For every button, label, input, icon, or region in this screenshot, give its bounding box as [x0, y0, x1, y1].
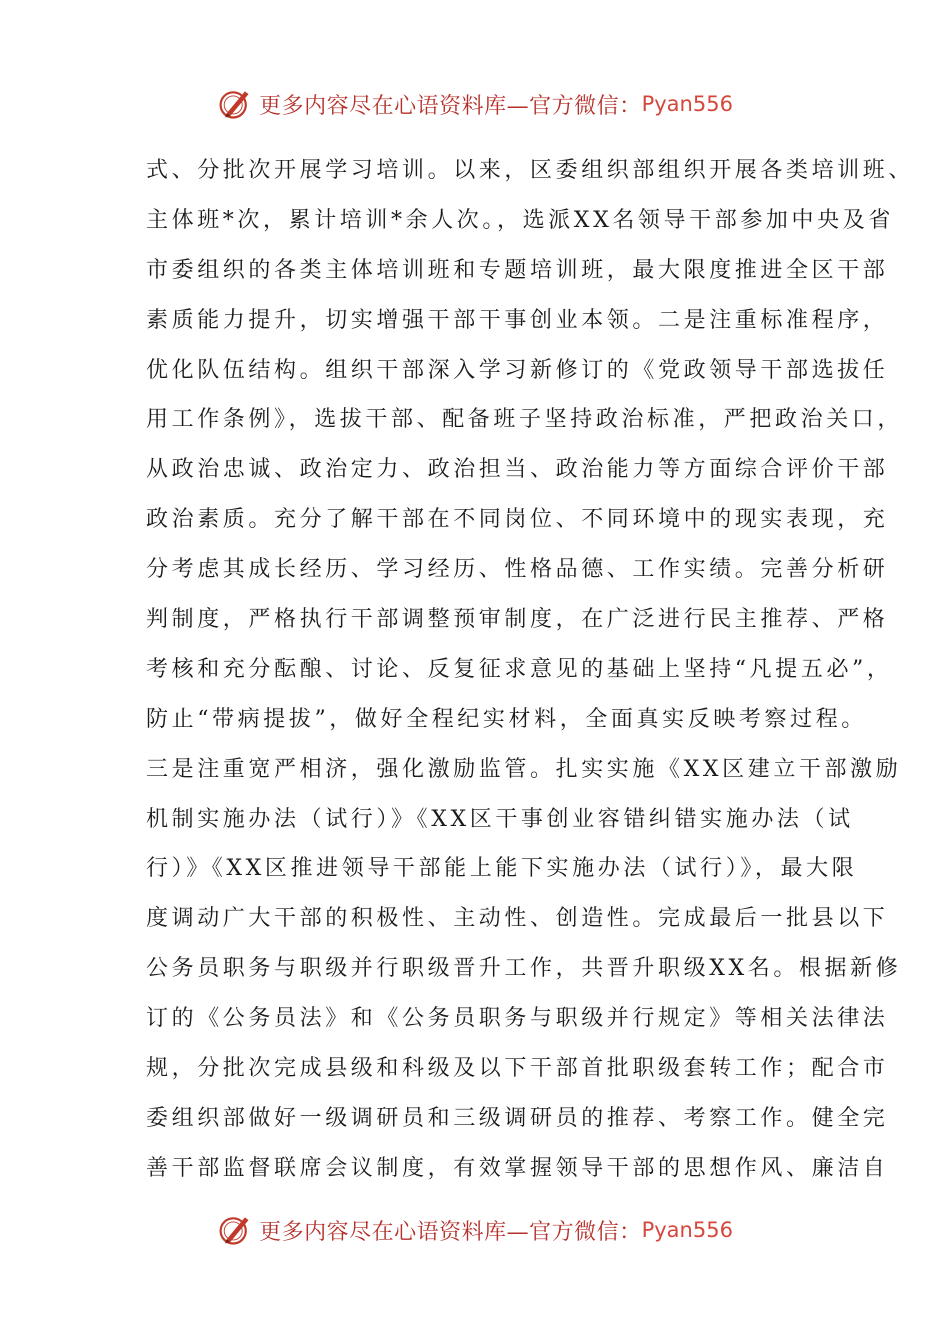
body-text-line: 用工作条例》，选拔干部、配备班子坚持政治标准，严把政治关口，	[146, 407, 904, 433]
body-text-line: 政治素质。充分了解干部在不同岗位、不同环境中的现实表现，充	[146, 507, 889, 533]
body-text-line: 订的《公务员法》和《公务员职务与职级并行规定》等相关法律法	[146, 1006, 889, 1032]
body-text-line: 度调动广大干部的积极性、主动性、创造性。完成最后一批县以下	[146, 906, 889, 932]
body-text-line: 从政治忠诚、政治定力、政治担当、政治能力等方面综合评价干部	[146, 457, 889, 483]
body-text-line: 三是注重宽严相济，强化激励监管。扎实实施《XX区建立干部激励	[146, 756, 902, 782]
body-text-line: 防止“带病提拔”，做好全程纪实材料，全面真实反映考察过程。	[146, 706, 867, 732]
body-text-line: 素质能力提升，切实增强干部干事创业本领。二是注重标准程序，	[146, 307, 889, 333]
body-text-line: 主体班*次，累计培训*余人次。，选派XX名领导干部参加中央及省	[146, 207, 894, 233]
body-text-line: 行）》《XX区推进领导干部能上能下实施办法（试行）》，最大限	[146, 856, 858, 882]
document-body	[146, 146, 915, 1194]
pen-circle-logo-icon	[217, 1212, 253, 1248]
header-wechat-id: Pyan556	[641, 92, 733, 116]
pen-circle-logo-icon	[217, 86, 253, 122]
body-text-line: 规，分批次完成县级和科级及以下干部首批职级套转工作；配合市	[146, 1056, 889, 1082]
body-text-line: 机制实施办法（试行）》《XX区干事创业容错纠错实施办法（试	[146, 806, 854, 832]
body-text-line: 公务员职务与职级并行职级晋升工作，共晋升职级XX名。根据新修	[146, 956, 902, 982]
body-text-line: 优化队伍结构。组织干部深入学习新修订的《党政领导干部选拔任	[146, 357, 889, 383]
header-watermark-banner	[0, 82, 950, 126]
footer-banner-text: 更多内容尽在心语资料库—官方微信：	[259, 1219, 642, 1245]
body-text-line: 考核和充分酝酿、讨论、反复征求意见的基础上坚持“凡提五必”，	[146, 656, 893, 682]
body-text-line: 市委组织的各类主体培训班和专题培训班，最大限度推进全区干部	[146, 257, 889, 283]
header-banner-text: 更多内容尽在心语资料库—官方微信：	[259, 93, 642, 119]
footer-wechat-id: Pyan556	[641, 1218, 733, 1242]
body-text-line: 分考虑其成长经历、学习经历、性格品德、工作实绩。完善分析研	[146, 557, 889, 583]
body-text-line: 判制度，严格执行干部调整预审制度，在广泛进行民主推荐、严格	[146, 607, 889, 633]
footer-watermark-banner	[0, 1208, 950, 1252]
body-text-line: 善干部监督联席会议制度，有效掌握领导干部的思想作风、廉洁自	[146, 1155, 889, 1181]
body-text-line: 委组织部做好一级调研员和三级调研员的推荐、考察工作。健全完	[146, 1105, 889, 1131]
body-text-line: 式、分批次开展学习培训。以来，区委组织部组织开展各类培训班、	[146, 158, 915, 183]
